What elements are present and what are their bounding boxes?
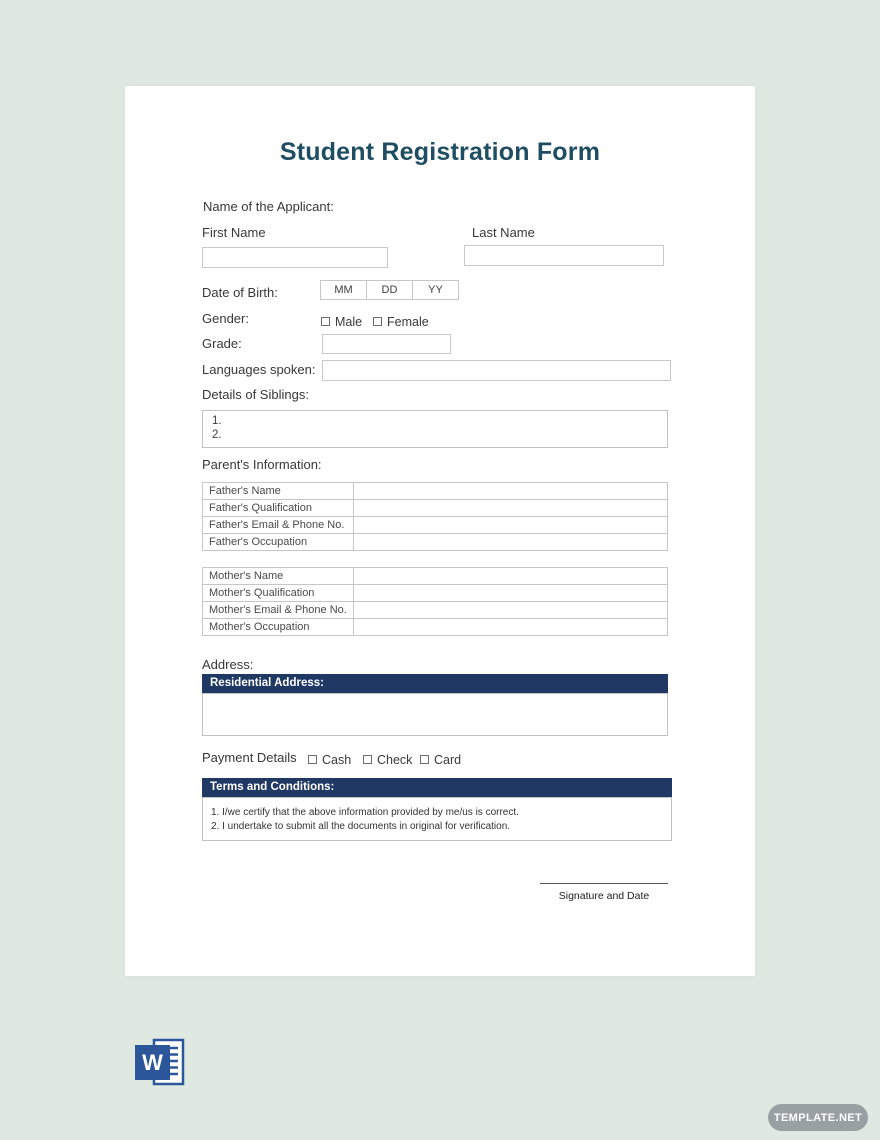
applicant-section-label: Name of the Applicant:	[203, 199, 334, 214]
terms-header: Terms and Conditions:	[202, 778, 672, 797]
siblings-label: Details of Siblings:	[202, 387, 309, 402]
mother-table	[202, 567, 668, 636]
languages-label: Languages spoken:	[202, 362, 316, 377]
terms-item-1: 1. I/we certify that the above information provided by me/us is correct.	[211, 807, 519, 818]
gender-option-female[interactable]	[373, 313, 429, 331]
mother-occupation-label: Mother's Occupation	[203, 619, 354, 636]
gender-option-male[interactable]	[321, 313, 362, 331]
female-option-label: Female	[387, 314, 429, 329]
word-icon	[135, 1036, 187, 1088]
mother-occupation-value[interactable]	[354, 619, 668, 636]
grade-label: Grade:	[202, 336, 242, 351]
dob-cells	[320, 280, 459, 300]
table-row	[203, 619, 668, 636]
template-net-badge: TEMPLATE.NET	[768, 1104, 868, 1131]
form-title: Student Registration Form	[279, 138, 601, 166]
cash-checkbox-icon[interactable]	[308, 755, 317, 764]
payment-details-label: Payment Details	[202, 750, 297, 765]
table-row	[203, 568, 668, 585]
sibling-line-1: 1.	[212, 415, 222, 427]
residential-address-header: Residential Address:	[202, 674, 668, 693]
mother-name-label: Mother's Name	[203, 568, 354, 585]
terms-box	[202, 797, 672, 841]
table-row	[203, 602, 668, 619]
terms-item-2: 2. I undertake to submit all the documents in original for verification.	[211, 820, 511, 832]
card-option-label: Card	[434, 752, 462, 767]
table-row	[203, 534, 668, 551]
dob-yy-cell[interactable]: YY	[412, 280, 459, 300]
document-page	[125, 86, 755, 976]
mother-email-phone-label: Mother's Email & Phone No.	[203, 602, 354, 619]
signature-label: Signature and Date	[558, 890, 650, 902]
father-table	[202, 482, 668, 551]
male-option-label: Male	[335, 314, 363, 329]
payment-option-check[interactable]	[363, 751, 412, 769]
payment-option-card[interactable]	[420, 751, 461, 769]
signature-line	[540, 883, 668, 884]
father-occupation-label: Father's Occupation	[203, 534, 354, 551]
address-section-label: Address:	[202, 657, 254, 672]
grade-input[interactable]	[322, 334, 451, 354]
last-name-input[interactable]	[464, 245, 664, 266]
father-name-value[interactable]	[354, 483, 668, 500]
father-name-label: Father's Name	[203, 483, 354, 500]
cash-option-label: Cash	[322, 752, 352, 767]
table-row	[203, 517, 668, 534]
payment-option-cash[interactable]	[308, 751, 351, 769]
dob-label: Date of Birth:	[202, 285, 278, 300]
last-name-label: Last Name	[472, 225, 535, 240]
father-email-phone-value[interactable]	[354, 517, 668, 534]
dob-dd-cell[interactable]: DD	[366, 280, 413, 300]
card-checkbox-icon[interactable]	[420, 755, 429, 764]
father-qualification-label: Father's Qualification	[203, 500, 354, 517]
check-option-label: Check	[377, 752, 413, 767]
father-email-phone-label: Father's Email & Phone No.	[203, 517, 354, 534]
father-occupation-value[interactable]	[354, 534, 668, 551]
table-row	[203, 483, 668, 500]
mother-qualification-value[interactable]	[354, 585, 668, 602]
mother-email-phone-value[interactable]	[354, 602, 668, 619]
table-row	[203, 500, 668, 517]
father-qualification-value[interactable]	[354, 500, 668, 517]
siblings-box[interactable]	[202, 410, 668, 448]
table-row	[203, 585, 668, 602]
residential-address-box[interactable]	[202, 693, 668, 736]
male-checkbox-icon[interactable]	[321, 317, 330, 326]
first-name-input[interactable]	[202, 247, 388, 268]
languages-input[interactable]	[322, 360, 671, 381]
dob-mm-cell[interactable]: MM	[320, 280, 367, 300]
first-name-label: First Name	[202, 225, 266, 240]
gender-label: Gender:	[202, 311, 249, 326]
mother-name-value[interactable]	[354, 568, 668, 585]
word-icon-letter: W	[142, 1050, 163, 1075]
sibling-line-2: 2.	[212, 429, 222, 441]
mother-qualification-label: Mother's Qualification	[203, 585, 354, 602]
parents-section-label: Parent's Information:	[202, 457, 322, 472]
check-checkbox-icon[interactable]	[363, 755, 372, 764]
female-checkbox-icon[interactable]	[373, 317, 382, 326]
